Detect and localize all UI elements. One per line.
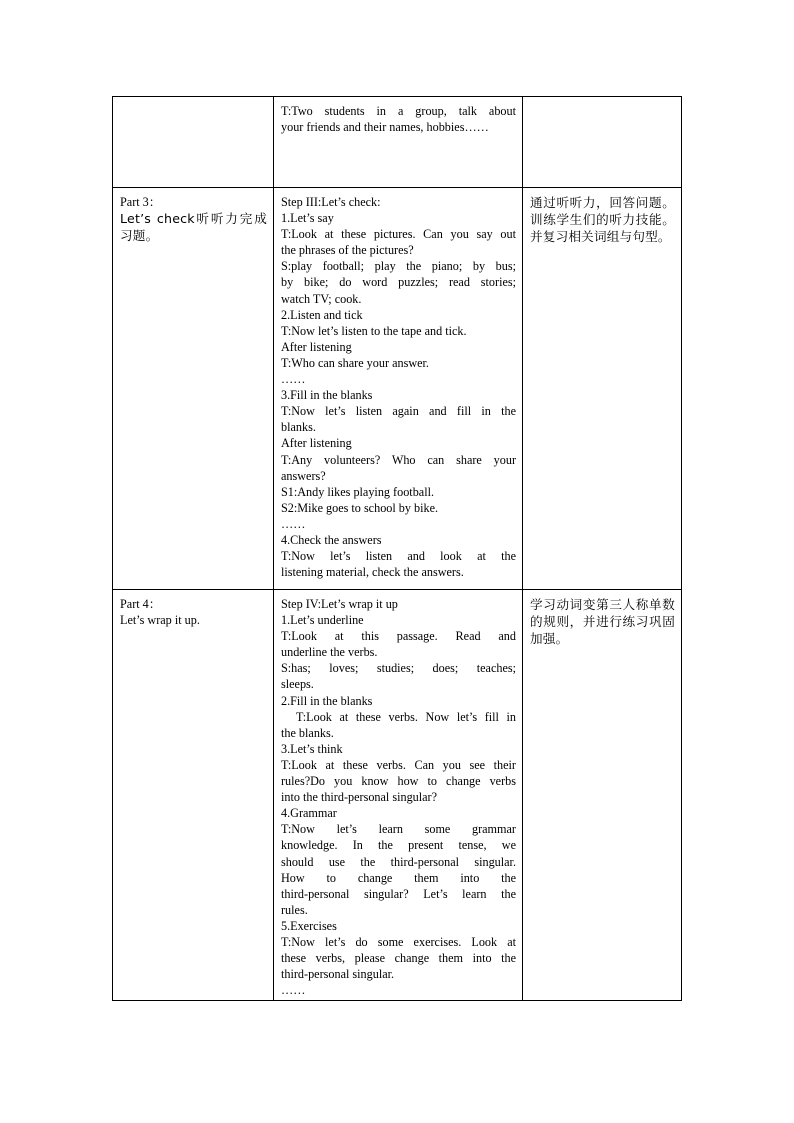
step-line: blanks. xyxy=(281,420,316,435)
step-line: your friends and their names, hobbies…… xyxy=(281,120,489,135)
step-line: T:Now let’s listen and look at the xyxy=(281,549,516,564)
purpose-cell xyxy=(523,97,682,188)
step-line: …… xyxy=(281,983,306,998)
step-line: S:play football; play the piano; by bus; xyxy=(281,259,516,274)
step-line: 1.Let’s say xyxy=(281,211,334,226)
table-row xyxy=(113,188,682,590)
part-cell xyxy=(113,590,274,1001)
step-line: T:Now let’s listen to the tape and tick. xyxy=(281,323,467,338)
step-line: …… xyxy=(281,516,306,531)
step-line: the phrases of the pictures? xyxy=(281,243,414,258)
step-line: Step III:Let’s check: xyxy=(281,195,381,209)
purpose-cell xyxy=(523,590,682,1001)
steps-cell xyxy=(274,590,523,1001)
steps-cell xyxy=(274,188,523,590)
step-line: third-personal singular. xyxy=(281,967,395,982)
step-line: T:Now let’s listen again and fill in the xyxy=(281,404,516,419)
step-line: 2.Listen and tick xyxy=(281,307,363,322)
step-line: S2:Mike goes to school by bike. xyxy=(281,500,439,515)
table-row xyxy=(113,97,682,188)
step-line: the blanks. xyxy=(281,725,334,740)
step-line: T:Look at this passage. Read and xyxy=(281,629,516,644)
step-line: T:Look at these verbs. Can you see their xyxy=(281,757,516,772)
step-line: 2.Fill in the blanks xyxy=(281,693,373,708)
step-line: underline the verbs. xyxy=(281,645,378,660)
step-line: After listening xyxy=(281,339,352,354)
step-line: these verbs, please change them into the xyxy=(281,951,516,966)
step-line: third-personal singular? Let’s learn the xyxy=(281,886,516,901)
steps-cell xyxy=(274,97,523,188)
step-line: S:has; loves; studies; does; teaches; xyxy=(281,661,516,676)
step-line: How to change them into the xyxy=(281,870,516,885)
step-line: 1.Let’s underline xyxy=(281,613,364,628)
step-line: rules. xyxy=(281,902,308,917)
part-description: Let’s check听听力完成习题。 xyxy=(120,211,267,244)
step-line: T:Who can share your answer. xyxy=(281,355,429,370)
part-title: Part 4： xyxy=(120,597,161,611)
table-row xyxy=(113,590,682,1001)
step-line: sleeps. xyxy=(281,677,314,692)
step-line: 3.Fill in the blanks xyxy=(281,388,373,403)
step-line: watch TV; cook. xyxy=(281,291,362,306)
step-line: …… xyxy=(281,372,306,387)
step-line: T:Now let’s learn some grammar xyxy=(281,822,516,837)
part-description: Let’s wrap it up. xyxy=(120,613,200,628)
step-line: Step IV:Let’s wrap it up xyxy=(281,597,398,611)
step-line: T:Two students in a group, talk about xyxy=(281,104,516,118)
step-line: After listening xyxy=(281,436,352,451)
step-line: T:Look at these verbs. Now let’s fill in xyxy=(281,709,516,724)
step-line: listening material, check the answers. xyxy=(281,565,464,580)
step-line: S1:Andy likes playing football. xyxy=(281,484,435,499)
purpose-text: 通过听听力，回答问题。训练学生们的听力技能。并复习相关词组与句型。 xyxy=(530,195,675,244)
part-cell xyxy=(113,97,274,188)
step-line: knowledge. In the present tense, we xyxy=(281,838,516,853)
lesson-plan-table xyxy=(112,96,682,1001)
step-line: answers? xyxy=(281,468,326,483)
part-cell xyxy=(113,188,274,590)
purpose-text: 学习动词变第三人称单数的规则，并进行练习巩固加强。 xyxy=(530,597,675,646)
step-line: into the third-personal singular? xyxy=(281,790,438,805)
step-line: 5.Exercises xyxy=(281,918,337,933)
part-title: Part 3： xyxy=(120,195,161,209)
step-line: rules?Do you know how to change verbs xyxy=(281,774,516,789)
step-line: by bike; do word puzzles; read stories; xyxy=(281,275,516,290)
step-line: should use the third-personal singular. xyxy=(281,854,516,869)
step-line: T:Look at these pictures. Can you say out xyxy=(281,227,516,242)
step-line: 4.Check the answers xyxy=(281,532,382,547)
step-line: 4.Grammar xyxy=(281,806,337,821)
step-line: 3.Let’s think xyxy=(281,741,343,756)
purpose-cell xyxy=(523,188,682,590)
step-line: T:Now let’s do some exercises. Look at xyxy=(281,934,516,949)
step-line: T:Any volunteers? Who can share your xyxy=(281,452,516,467)
